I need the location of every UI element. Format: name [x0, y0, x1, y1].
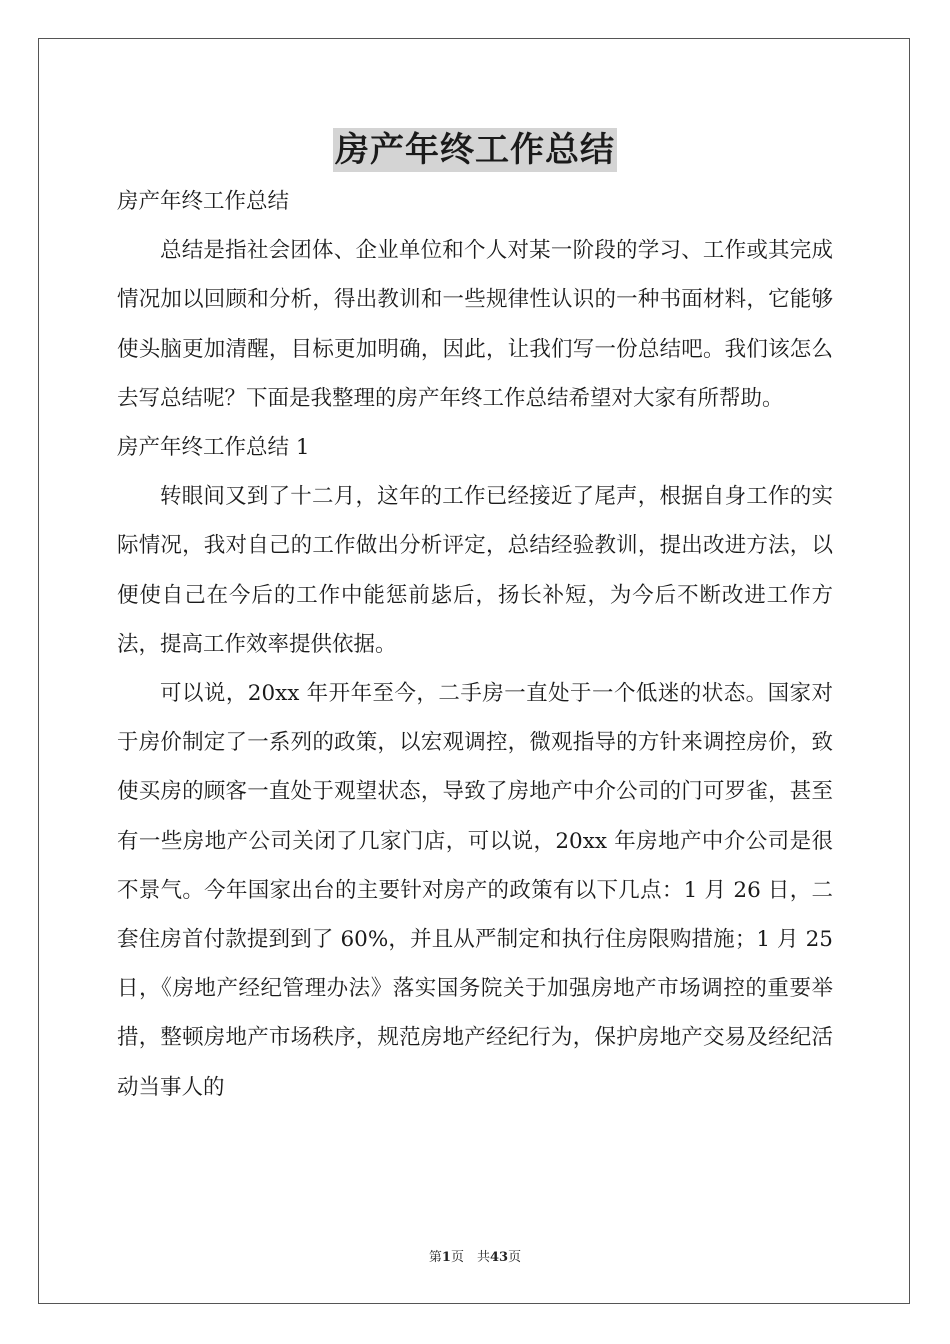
body-paragraph: 转眼间又到了十二月，这年的工作已经接近了尾声，根据自身工作的实际情况，我对自己的工作做出分析评定，总结经验教训，提出改进方法，以便使自己在今后的工作中能惩前毖后，扬长补短，为今后不断改进工作方法，提高工作效率提供依据。 — [117, 484, 833, 657]
body-paragraph: 可以说，20xx 年开年至今，二手房一直处于一个低迷的状态。国家对于房价制定了一系列的政策，以宏观调控，微观指导的方针来调控房价，致使买房的顾客一直处于观望状态，导致了房地产中介公司的门可罗雀，甚至有一些房地产公司关闭了几家门店，可以说，20xx 年房地产中介公司是很不景气。今年国家出台的主要针对房产的政策有以下几点：1 月 26 日，二套住房首付款提到到了 60%，并且从严制定和执行住房限购措施；1 月 25 日，《房地产经纪管理办法》落实国务院关于加强房地产市场调控的重要举措，整顿房地产市场秩序，规范房地产经纪行为，保护房地产交易及经纪活动当事人的 — [117, 681, 833, 1100]
section-heading: 房产年终工作总结 1 — [117, 435, 310, 461]
footer-prefix: 第 — [428, 1250, 442, 1265]
footer-mid: 页 共 — [450, 1250, 490, 1265]
title-container — [0, 128, 950, 172]
body-paragraph: 总结是指社会团体、企业单位和个人对某一阶段的学习、工作或其完成情况加以回顾和分析，得出教训和一些规律性认识的一种书面材料，它能够使头脑更加清醒，目标更加明确，因此，让我们写一份总结吧。我们该怎么去写总结呢？下面是我整理的房产年终工作总结希望对大家有所帮助。 — [117, 238, 833, 411]
document-body — [117, 177, 833, 1112]
page-footer — [0, 1246, 950, 1265]
document-title: 房产年终工作总结 — [335, 130, 615, 170]
section-heading: 房产年终工作总结 — [117, 189, 290, 214]
current-page-number: 1 — [441, 1250, 451, 1265]
footer-suffix: 页 — [508, 1250, 522, 1265]
total-pages: 43 — [489, 1250, 509, 1265]
